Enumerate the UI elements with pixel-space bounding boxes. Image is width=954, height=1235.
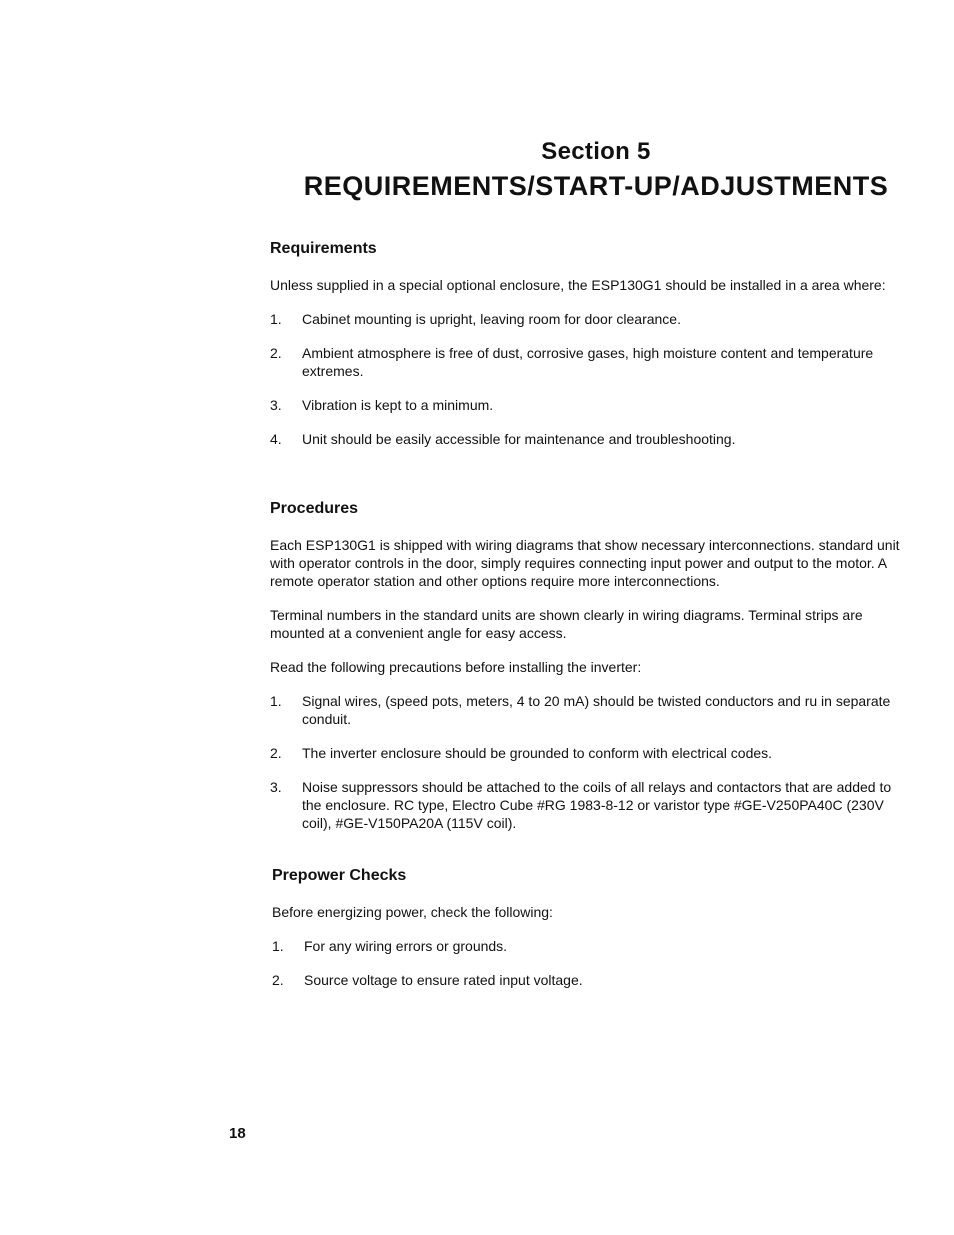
prepower-list [272, 937, 912, 989]
list-item-number: 3. [270, 779, 282, 795]
requirements-heading: Requirements [270, 240, 377, 257]
list-item-number: 2. [270, 745, 282, 761]
list-item [270, 744, 910, 762]
list-item-number: 4. [270, 431, 282, 447]
list-item-number: 1. [270, 311, 282, 327]
section-label: Section 5 [541, 138, 651, 165]
list-item-number: 1. [270, 693, 282, 709]
requirements-intro: Unless supplied in a special optional enclosure, the ESP130G1 should be installed in a area where: [270, 277, 886, 293]
procedures-paragraph-2: Terminal numbers in the standard units are shown clearly in wiring diagrams. Terminal strips are mounted at a convenient angle for easy access. [270, 607, 863, 641]
list-item [270, 778, 910, 832]
list-item [270, 310, 910, 328]
list-item [270, 430, 910, 448]
list-item-number: 2. [272, 972, 284, 988]
procedures-paragraph-1: Each ESP130G1 is shipped with wiring diagrams that show necessary interconnections. standard unit with operator controls in the door, simply requires connecting input power and output to the motor. A remote operator station and other options require more interconnections. [270, 537, 900, 589]
list-item-text: Cabinet mounting is upright, leaving room for door clearance. [302, 311, 681, 327]
list-item-text: Vibration is kept to a minimum. [302, 397, 494, 413]
list-item-text: For any wiring errors or grounds. [304, 938, 508, 954]
list-item [272, 937, 912, 955]
list-item [270, 344, 910, 380]
procedures-paragraph-3: Read the following precautions before installing the inverter: [270, 659, 642, 675]
list-item [272, 971, 912, 989]
list-item-text: Unit should be easily accessible for maintenance and troubleshooting. [302, 431, 736, 447]
requirements-list [270, 310, 910, 448]
list-item-text: Source voltage to ensure rated input voltage. [304, 972, 583, 988]
procedures-list [270, 692, 910, 832]
prepower-heading: Prepower Checks [272, 867, 407, 884]
list-item-text: Ambient atmosphere is free of dust, corrosive gases, high moisture content and temperature extremes. [302, 345, 874, 379]
list-item [270, 692, 910, 728]
requirements-section [270, 240, 910, 464]
list-item-number: 3. [270, 397, 282, 413]
list-item-number: 2. [270, 345, 282, 361]
prepower-checks-section [272, 867, 912, 1005]
list-item-number: 1. [272, 938, 284, 954]
prepower-intro: Before energizing power, check the following: [272, 904, 553, 920]
section-title: REQUIREMENTS/START-UP/ADJUSTMENTS [303, 171, 889, 201]
list-item-text: Signal wires, (speed pots, meters, 4 to 20 mA) should be twisted conductors and ru in separate conduit. [302, 693, 891, 727]
list-item-text: Noise suppressors should be attached to the coils of all relays and contactors that are added to the enclosure. RC type, Electro Cube #RG 1983-8-12 or varistor type #GE-V250PA40C (230V coil), #GE-V150PA20A (115V coil). [302, 779, 892, 831]
page-number: 18 [229, 1125, 246, 1142]
list-item [270, 396, 910, 414]
procedures-section [270, 500, 910, 848]
list-item-text: The inverter enclosure should be grounded to conform with electrical codes. [302, 745, 773, 761]
procedures-heading: Procedures [270, 500, 359, 517]
